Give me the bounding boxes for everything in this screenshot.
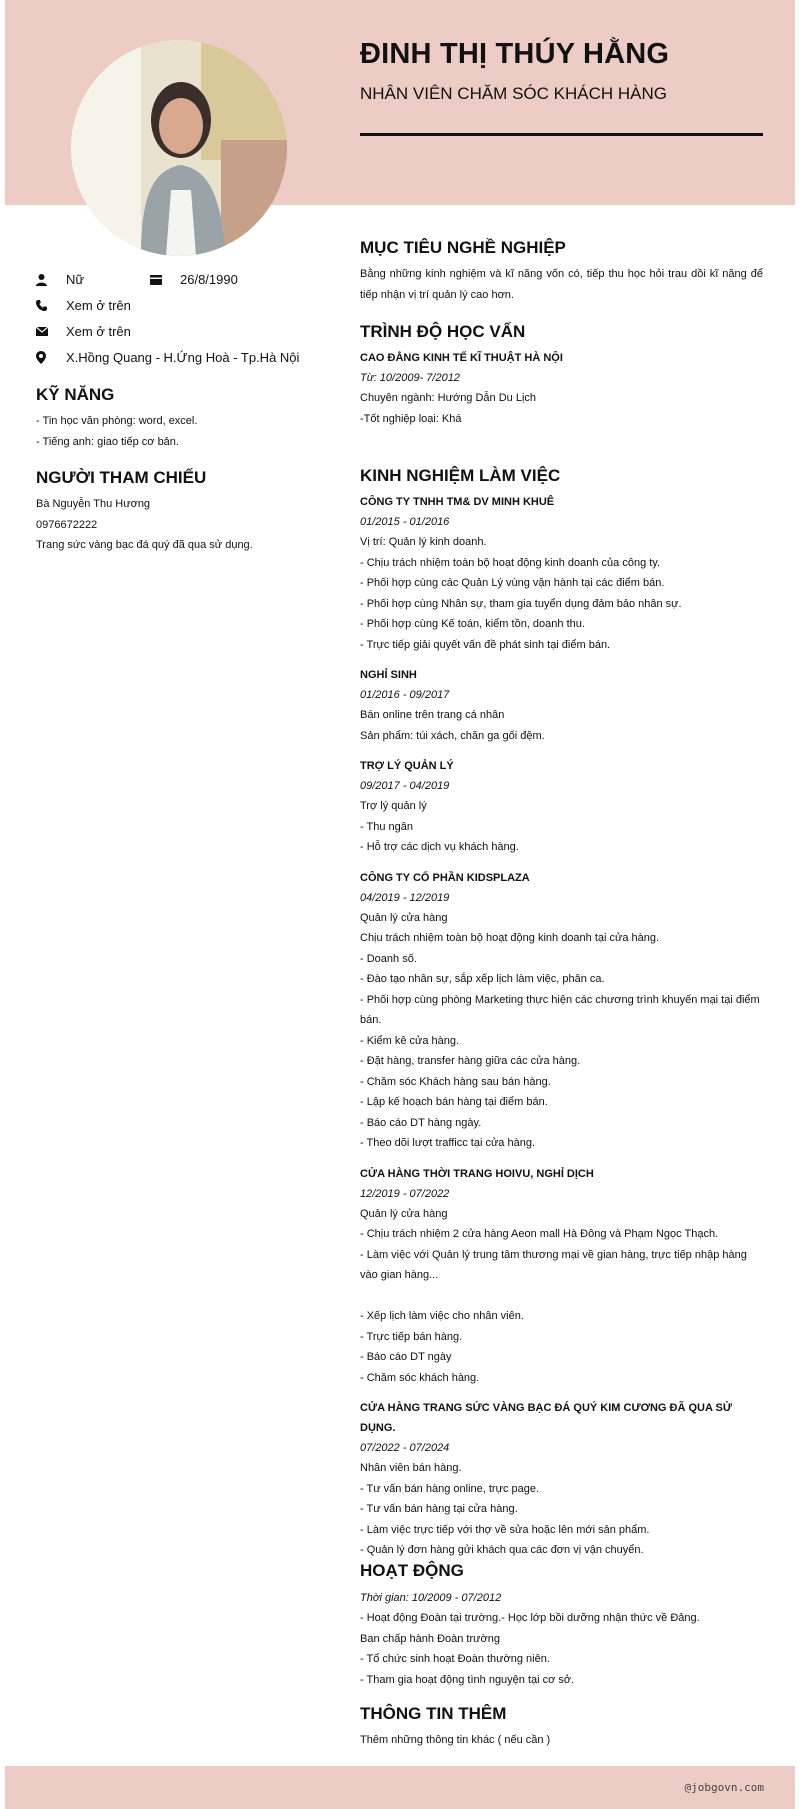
job-entry: [360, 665, 763, 746]
school-name: CAO ĐẲNG KINH TẾ KĨ THUẬT HÀ NỘI: [360, 352, 563, 364]
gender-value: Nữ: [66, 272, 85, 287]
email-item: [36, 324, 131, 339]
reference-line: Trang sức vàng bạc đá quý đã qua sử dụng.: [36, 539, 253, 551]
activity-line: - Tổ chức sinh hoạt Đoàn thường niên.: [360, 1653, 550, 1665]
job-detail-line: - Đào tạo nhân sự, sắp xếp lịch làm việc, phân ca.: [360, 973, 605, 985]
job-detail-line: - Báo cáo DT hàng ngày.: [360, 1116, 482, 1129]
activities-date: Thời gian: 10/2009 - 07/2012: [360, 1592, 502, 1604]
job-company: CÔNG TY CỔ PHẦN KIDSPLAZA: [360, 871, 530, 884]
more-info-heading: THÔNG TIN THÊM: [360, 1704, 507, 1723]
references-heading: NGƯỜI THAM CHIẾU: [36, 468, 207, 487]
job-entry: [360, 492, 763, 655]
job-detail-line: - Làm việc với Quản lý trung tâm thương mại về gian hàng, trực tiếp nhập hàng vào gian hàng...: [360, 1248, 747, 1281]
job-detail-line: [360, 1286, 763, 1307]
mail-icon: [36, 327, 66, 336]
job-detail-line: - Trực tiếp bán hàng.: [360, 1330, 463, 1343]
job-detail-line: - Xếp lịch làm việc cho nhân viên.: [360, 1310, 524, 1322]
skills-section: [36, 385, 326, 452]
job-detail-line: Vị trí: Quản lý kinh doanh.: [360, 536, 487, 548]
activity-line: Ban chấp hành Đoàn trường: [360, 1632, 500, 1645]
reference-line: 0976672222: [36, 518, 98, 531]
job-detail-line: - Đặt hàng, transfer hàng giữa các cửa hàng.: [360, 1055, 581, 1067]
job-detail-line: Quản lý cửa hàng: [360, 1207, 448, 1220]
job-date: 01/2016 - 09/2017: [360, 689, 450, 701]
birthday-value: 26/8/1990: [180, 272, 238, 287]
job-detail-line: - Hỗ trợ các dịch vụ khách hàng.: [360, 841, 519, 853]
activities-heading: HOẠT ĐỘNG: [360, 1561, 464, 1580]
job-detail-line: - Theo dõi lượt trafficc tại cửa hàng.: [360, 1137, 536, 1149]
job-company: CỬA HÀNG TRANG SỨC VÀNG BẠC ĐÁ QUÝ KIM CƯƠNG ĐÃ QUA SỬ DỤNG.: [360, 1402, 733, 1434]
job-entry: [360, 868, 763, 1154]
user-icon: [36, 274, 66, 286]
footer-band: [5, 1766, 795, 1809]
job-entry: [360, 1164, 763, 1389]
job-date: 09/2017 - 04/2019: [360, 780, 450, 792]
more-info-text: Thêm những thông tin khác ( nếu cần ): [360, 1734, 551, 1746]
objective-heading: MỤC TIÊU NGHỀ NGHIỆP: [360, 238, 566, 257]
job-detail-line: - Thu ngân: [360, 820, 414, 833]
job-date: 07/2022 - 07/2024: [360, 1442, 450, 1454]
education-line: Chuyên ngành: Hướng Dẫn Du Lịch: [360, 392, 537, 404]
job-detail-line: - Làm việc trực tiếp với thợ về sửa hoặc lên mới sản phẩm.: [360, 1523, 650, 1536]
experience-section: [360, 466, 763, 1561]
skills-heading: KỸ NĂNG: [36, 385, 115, 404]
job-date: 04/2019 - 12/2019: [360, 891, 450, 904]
job-entry: [360, 756, 763, 858]
reference-line: Bà Nguyễn Thu Hương: [36, 498, 151, 510]
activities-section: [360, 1561, 763, 1690]
id-card-icon: [150, 275, 180, 285]
job-detail-line: Trợ lý quản lý: [360, 800, 427, 812]
job-detail-line: - Tư vấn bán hàng online, trực page.: [360, 1482, 540, 1495]
location-pin-icon: [36, 351, 66, 364]
phone-value: Xem ở trên: [66, 298, 131, 313]
education-heading: TRÌNH ĐỘ HỌC VẤN: [360, 322, 526, 341]
skill-item: - Tiếng anh: giao tiếp cơ bản.: [36, 435, 179, 448]
job-company: CỬA HÀNG THỜI TRANG HOIVU, NGHỈ DỊCH: [360, 1167, 594, 1180]
job-date: 12/2019 - 07/2022: [360, 1187, 450, 1200]
address-item: [36, 350, 299, 365]
job-detail-line: Bán online trên trang cá nhân: [360, 709, 505, 721]
gender-item: [36, 272, 84, 287]
objective-text: Bằng những kinh nghiệm và kĩ năng vốn có, tiếp thu học hỏi trau dồi kĩ năng để tiếp nhận vị trí quản lý cao hơn.: [360, 268, 763, 301]
job-title: NHÂN VIÊN CHĂM SÓC KHÁCH HÀNG: [360, 84, 667, 103]
watermark: @jobgovn.com: [684, 1781, 764, 1794]
education-date: Từ: 10/2009- 7/2012: [360, 372, 460, 384]
skill-item: - Tin học văn phòng: word, excel.: [36, 415, 198, 427]
header-divider: [360, 133, 763, 136]
job-detail-line: - Quản lý đơn hàng gửi khách qua các đơn vị vận chuyển.: [360, 1544, 644, 1556]
job-detail-line: - Kiểm kê cửa hàng.: [360, 1034, 460, 1047]
job-detail-line: Sản phẩm: túi xách, chăn ga gối đệm.: [360, 729, 545, 742]
job-detail-line: - Phối hợp cùng Kế toán, kiểm tồn, doanh thu.: [360, 618, 585, 630]
profile-photo: [71, 40, 287, 256]
email-value: Xem ở trên: [66, 324, 131, 339]
job-detail-line: - Tư vấn bán hàng tại cửa hàng.: [360, 1503, 518, 1515]
job-company: TRỢ LÝ QUẢN LÝ: [360, 760, 454, 772]
job-list: [360, 492, 763, 1561]
job-detail-line: - Báo cáo DT ngày: [360, 1351, 452, 1363]
job-detail-line: - Chăm sóc khách hàng.: [360, 1371, 480, 1384]
job-detail-line: - Chịu trách nhiệm toàn bộ hoạt động kinh doanh của công ty.: [360, 556, 661, 569]
activity-line: - Hoạt động Đoàn tại trường.- Học lớp bồi dưỡng nhận thức về Đảng.: [360, 1612, 700, 1624]
job-company: CÔNG TY TNHH TM& DV MINH KHUÊ: [360, 496, 555, 508]
education-section: [360, 322, 763, 429]
address-value: X.Hồng Quang - H.Ứng Hoà - Tp.Hà Nội: [66, 350, 300, 365]
job-detail-line: Chịu trách nhiệm toàn bộ hoạt động kinh doanh tại cửa hàng.: [360, 932, 660, 944]
job-company: NGHỈ SINH: [360, 669, 417, 681]
job-detail-line: - Doanh số.: [360, 952, 417, 965]
experience-heading: KINH NGHIỆM LÀM VIỆC: [360, 466, 561, 485]
job-detail-line: - Chịu trách nhiệm 2 cửa hàng Aeon mall Hà Đông và Phạm Ngọc Thạch.: [360, 1228, 719, 1240]
job-detail-line: - Lập kế hoạch bán hàng tại điểm bán.: [360, 1096, 548, 1108]
job-detail-line: Quản lý cửa hàng: [360, 911, 448, 924]
job-detail-line: - Trực tiếp giải quyết vấn đề phát sinh tại điểm bán.: [360, 638, 611, 651]
phone-item: [36, 298, 131, 313]
references-section: [36, 468, 326, 556]
birthday-item: [150, 272, 238, 287]
job-entry: [360, 1398, 763, 1561]
job-detail-line: - Phối hợp cùng các Quản Lý vùng vận hành tại các điểm bán.: [360, 577, 665, 589]
avatar: [71, 40, 287, 256]
job-detail-line: - Chăm sóc Khách hàng sau bán hàng.: [360, 1075, 551, 1088]
job-detail-line: - Phối hợp cùng phòng Marketing thực hiện các chương trình khuyến mại tại điểm bán.: [360, 993, 760, 1026]
education-line: -Tốt nghiệp loại: Khá: [360, 412, 462, 425]
personal-info: [36, 272, 336, 376]
activity-line: - Tham gia hoạt động tình nguyện tại cơ sở.: [360, 1673, 575, 1686]
job-detail-line: - Phối hợp cùng Nhân sự, tham gia tuyển dụng đảm bảo nhân sự.: [360, 597, 682, 610]
candidate-name: ĐINH THỊ THÚY HẰNG: [360, 38, 670, 70]
phone-icon: [36, 300, 66, 311]
job-date: 01/2015 - 01/2016: [360, 516, 450, 528]
objective-section: [360, 238, 763, 305]
more-info-section: [360, 1704, 763, 1751]
job-detail-line: Nhân viên bán hàng.: [360, 1462, 462, 1474]
